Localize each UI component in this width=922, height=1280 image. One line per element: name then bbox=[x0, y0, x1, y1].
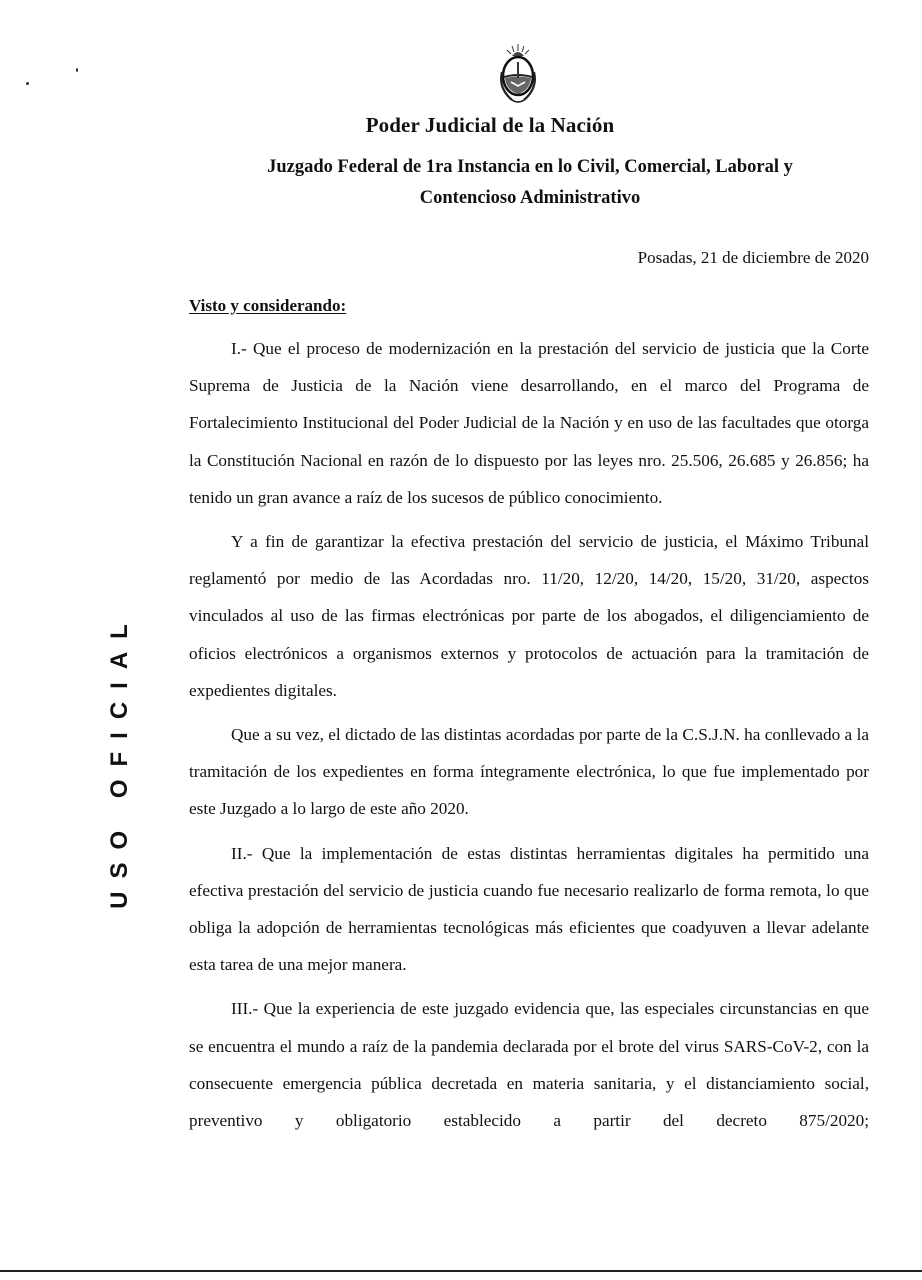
date-line: Posadas, 21 de diciembre de 2020 bbox=[637, 248, 869, 267]
scan-speck bbox=[76, 68, 78, 72]
paragraph-4: II.- Que la implementación de estas distintas herramientas digitales ha permitido una efectiva prestación del servicio de justicia cuando fue necesario realizarlo de forma remota, lo que obliga la adopción de herramientas tecnológicas más eficientes que coadyuven a llevar adelante esta tarea de una mejor manera. bbox=[189, 843, 869, 975]
court-subtitle-line-1: Juzgado Federal de 1ra Instancia en lo Civil, Comercial, Laboral y bbox=[267, 157, 793, 177]
section-heading: Visto y considerando: bbox=[189, 296, 347, 315]
official-use-stamp-text: USO OFICIAL bbox=[106, 611, 133, 909]
paragraph-1: I.- Que el proceso de modernización en la prestación del servicio de justicia que la Corte Suprema de Justicia de la Nación viene desarrollando, en el marco del Programa de Fortalecimiento Institucional del Poder Judicial de la Nación y en uso de las facultades que otorga la Constitución Nacional en razón de lo dispuesto por las leyes nro. 25.506, 26.685 y 26.856; ha tenido un gran avance a raíz de los sucesos de público conocimiento. bbox=[189, 339, 869, 507]
paragraph-2: Y a fin de garantizar la efectiva prestación del servicio de justicia, el Máximo Tribunal reglamentó por medio de las Acordadas nro. 11/20, 12/20, 14/20, 15/20, 31/20, aspectos vinculados al uso de las firmas electrónicas por parte de los abogados, el diligenciamiento de oficios electrónicos a organismos externos y protocolos de actuación para la tramitación de expedientes digitales. bbox=[189, 532, 869, 700]
document-body bbox=[189, 330, 869, 1146]
coat-of-arms-icon bbox=[494, 42, 542, 106]
paragraph-3: Que a su vez, el dictado de las distintas acordadas por parte de la C.S.J.N. ha conllevado a la tramitación de los expedientes en forma íntegramente electrónica, lo que fue implementado por este Juzgado a lo largo de este año 2020. bbox=[189, 725, 869, 819]
official-use-stamp bbox=[104, 611, 136, 909]
scan-speck bbox=[26, 82, 29, 85]
court-subtitle-line-2: Contencioso Administrativo bbox=[419, 188, 641, 208]
court-title: Poder Judicial de la Nación bbox=[365, 113, 615, 137]
paragraph-5: III.- Que la experiencia de este juzgado evidencia que, las especiales circunstancias en que se encuentra el mundo a raíz de la pandemia declarada por el brote del virus SARS-CoV-2, con la consecuente emergencia pública decretada en materia sanitaria, y el distanciamiento social, preventivo y obligatorio establecido a partir del decreto 875/2020; bbox=[189, 999, 869, 1131]
court-subtitle bbox=[200, 152, 860, 214]
page-bottom-rule bbox=[0, 1270, 922, 1272]
